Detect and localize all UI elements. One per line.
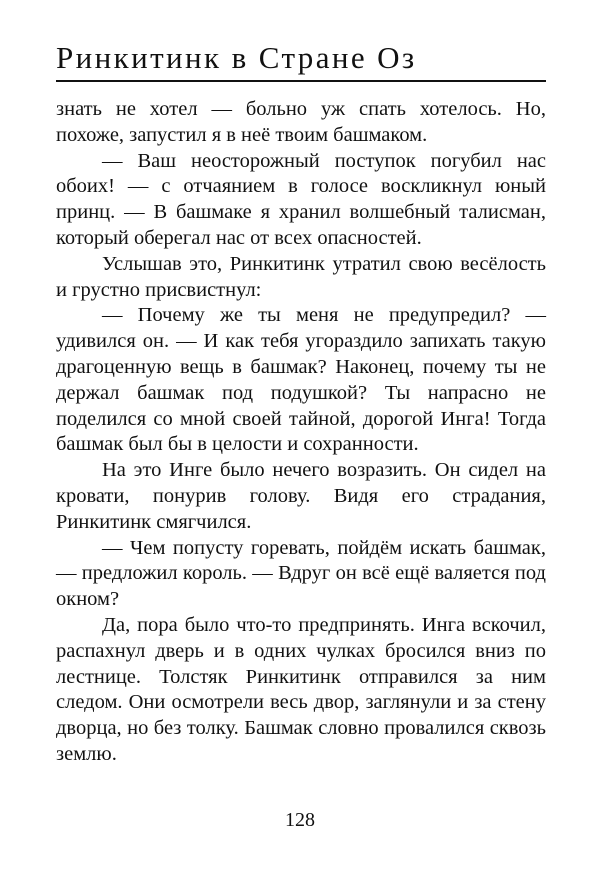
paragraph: Услышав это, Ринкитинк утратил свою весёлость и грустно присвистнул:	[56, 252, 546, 301]
paragraph: Да, пора было что-то предпринять. Инга вскочил, распахнул дверь и в одних чулках бросился вниз по лестнице. Толстяк Ринкитинк отправился за ним следом. Они осмотрели весь двор, заглянули и за стену дворца, но без толку. Башмак словно провалился сквозь землю.	[56, 613, 546, 765]
paragraph: — Чем попусту горевать, пойдём искать башмак, — предложил король. — Вдруг он всё ещё валяется под окном?	[56, 536, 546, 611]
paragraph: На это Инге было нечего возразить. Он сидел на кровати, понурив голову. Видя его страдания, Ринкитинк смягчился.	[56, 459, 546, 533]
page-body	[56, 97, 546, 768]
book-title: Ринкитинк в Стране Оз	[56, 40, 417, 75]
paragraph-continuation: знать не хотел — больно уж спать хотелось. Но, похоже, запустил я в неё твоим башмаком.	[56, 98, 546, 146]
header-rule	[56, 80, 546, 82]
page-number: 128	[285, 809, 315, 831]
paragraph: — Ваш неосторожный поступок погубил нас обоих! — с отчаянием в голосе воскликнул юный принц. — В башмаке я хранил волшебный талисман, который оберегал нас от всех опасностей.	[56, 149, 546, 249]
running-header	[56, 38, 546, 82]
paragraph: — Почему же ты меня не предупредил? — удивился он. — И как тебя угораздило запихать такую драгоценную вещь в башмак? Наконец, почему ты не держал башмак под подушкой? Ты напрасно не поделился со мной своей тайной, дорогой Инга! Тогда башмак был бы в целости и сохранности.	[56, 304, 546, 456]
